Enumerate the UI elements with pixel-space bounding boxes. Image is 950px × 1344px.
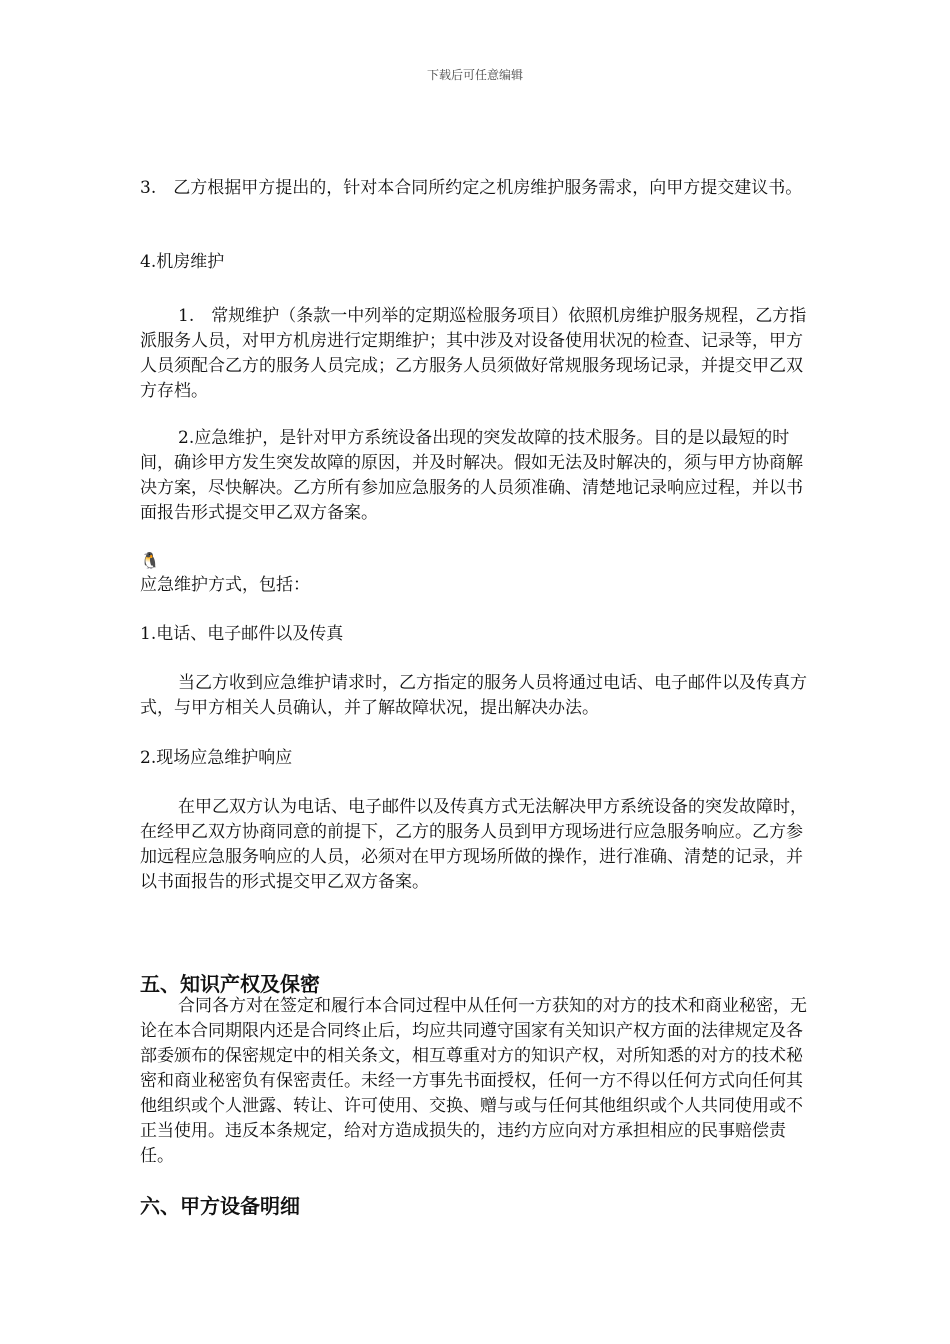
heading-section-6: 六、甲方设备明细 [140,1194,300,1218]
paragraph-emergency-methods: 应急维护方式，包括： [140,575,310,595]
paragraph-routine-maintenance: 1. 常规维护（条款一中列举的定期巡检服务项目）依照机房维护服务规程，乙方指派服务人员，对甲方机房进行定期维护；其中涉及对设备使用状况的检查、记录等，甲方人员须配合乙方的服务人员完成；乙方服务人员须做好常规服务现场记录，并提交甲乙双方存档。 [140,306,807,401]
paragraph-item-3: 3. 乙方根据甲方提出的，针对本合同所约定之机房维护服务需求，向甲方提交建议书。 [140,178,803,198]
paragraph-emergency-maintenance: 2.应急维护，是针对甲方系统设备出现的突发故障的技术服务。目的是以最短的时间，确诊甲方发生突发故障的原因，并及时解决。假如无法及时解决的，须与甲方协商解决方案，尽快解决。乙方所有参加应急服务的人员须准确、清楚地记录响应过程，并以书面报告形式提交甲乙双方备案。 [140,428,803,523]
paragraph-onsite-response: 在甲乙双方认为电话、电子邮件以及传真方式无法解决甲方系统设备的突发故障时，在经甲乙双方协商同意的前提下，乙方的服务人员到甲方现场进行应急服务响应。乙方参加远程应急服务响应的人员，必须对在甲方现场所做的操作，进行准确、清楚的记录，并以书面报告的形式提交甲乙双方备案。 [140,797,807,892]
heading-room-maintenance: 4.机房维护 [140,252,225,272]
page-header: 下载后可任意编辑 [426,68,523,82]
heading-phone-email-fax: 1.电话、电子邮件以及传真 [140,624,344,644]
heading-onsite-response: 2.现场应急维护响应 [140,748,293,768]
penguin-icon: 🐧 [140,551,160,570]
paragraph-section-5: 合同各方对在签定和履行本合同过程中从任何一方获知的对方的技术和商业秘密，无论在本合同期限内还是合同终止后，均应共同遵守国家有关知识产权方面的法律规定及各部委颁布的保密规定中的相关条文，相互尊重对方的知识产权，对所知悉的对方的技术秘密和商业秘密负有保密责任。未经一方事先书面授权，任何一方不得以任何方式向任何其他组织或个人泄露、转让、许可使用、交换、赠与或与任何其他组织或个人共同使用或不正当使用。违反本条规定，给对方造成损失的，违约方应向对方承担相应的民事赔偿责任。 [140,996,807,1166]
paragraph-phone-email-fax: 当乙方收到应急维护请求时，乙方指定的服务人员将通过电话、电子邮件以及传真方式，与甲方相关人员确认，并了解故障状况，提出解决办法。 [140,673,807,718]
heading-section-5: 五、知识产权及保密 [140,972,320,996]
